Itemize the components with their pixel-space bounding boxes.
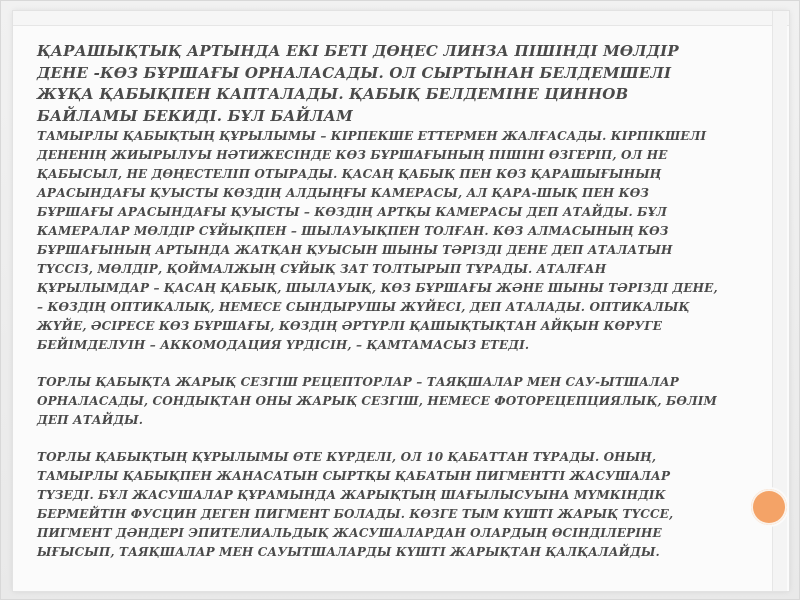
slide-top-border (13, 11, 789, 26)
paragraph-gap (37, 430, 719, 448)
body-paragraph-3: ТОРЛЫ ҚАБЫҚТЫҢ ҚҰРЫЛЫМЫ ӨТЕ КҮРДЕЛІ, ОЛ 10 ҚАБАТТАН ТҰРАДЫ. ОНЫҢ, ТАМЫРЛЫ ҚАБЫҚПЕН ЖАНАСАТЫН СЫРТҚЫ ҚАБАТЫН ПИГМЕНТТІ ЖАСУШАЛАР ТҮЗЕДІ. БҰЛ ЖАСУШАЛАР ҚҰРАМЫНДА ЖАРЫҚТЫҢ ШАҒЫЛЫСУЫНА МҮМКІНДІК БЕРМЕЙТІН ФУСЦИН ДЕГЕН ПИГМЕНТ БОЛАДЫ. КӨЗГЕ ТЫМ КҮШТІ ЖАРЫҚ ТҮССЕ, ПИГМЕНТ ДӘНДЕРІ ЭПИТЕЛИАЛЬДЫҚ ЖАСУШАЛАРДАН ОЛАРДЫҢ ӨСІНДІЛЕРІНЕ ЫҒЫСЫП, ТАЯҚШАЛАР МЕН САУЫТШАЛАРДЫ КҮШТІ ЖАРЫҚТАН ҚАЛҚАЛАЙДЫ. (37, 450, 674, 559)
orange-circle-decoration (751, 489, 787, 525)
lead-paragraph: ҚАРАШЫҚТЫҚ АРТЫНДА ЕКІ БЕТІ ДӨҢЕС ЛИНЗА ПІШІНДІ МӨЛДІР ДЕНЕ -КӨЗ БҰРШАҒЫ ОРНАЛАСАДЫ. ОЛ СЫРТЫНАН БЕЛДЕМШЕЛІ ЖҰҚА ҚАБЫҚПЕН КАПТАЛАДЫ. ҚАБЫҚ БЕЛДЕМІНЕ ЦИННОВ БАЙЛАМЫ БЕКИДІ. БҰЛ БАЙЛАМ (37, 42, 679, 125)
body-paragraph-1: ТАМЫРЛЫ ҚАБЫҚТЫҢ ҚҰРЫЛЫМЫ – КІРПЕКШЕ ЕТТЕРМЕН ЖАЛҒАСАДЫ. КІРПІКШЕЛІ ДЕНЕНІҢ ЖИЫРЫЛУЫ НӘТИЖЕСІНДЕ КӨЗ БҰРШАҒЫНЫҢ ПІШІНІ ӨЗГЕРІП, ОЛ НЕ ҚАБЫСЫЛ, НЕ ДӨҢЕСТЕЛІП ОТЫРАДЫ. ҚАСАҢ ҚАБЫҚ ПЕН КӨЗ ҚАРАШЫҒЫНЫҢ АРАСЫНДАҒЫ ҚУЫСТЫ КӨЗДІҢ АЛДЫҢҒЫ КАМЕРАСЫ, АЛ ҚАРА-ШЫҚ ПЕН КӨЗ БҰРШАҒЫ АРАСЫНДАҒЫ ҚУЫСТЫ – КӨЗДІҢ АРТҚЫ КАМЕРАСЫ ДЕП АТАЙДЫ. БҰЛ КАМЕРАЛАР МӨЛДІР СҰЙЫҚПЕН – ШЫЛАУЫҚПЕН ТОЛҒАН. КӨЗ АЛМАСЫНЫҢ КӨЗ БҰРШАҒЫНЫҢ АРТЫНДА ЖАТҚАН ҚУЫСЫН ШЫНЫ ТӘРІЗДІ ДЕНЕ ДЕП АТАЛАТЫН ТҮССІЗ, МӨЛДІР, ҚОЙМАЛЖЫҢ СҰЙЫҚ ЗАТ ТОЛТЫРЫП ТҰРАДЫ. АТАЛҒАН ҚҰРЫЛЫМДАР – ҚАСАҢ ҚАБЫҚ, ШЫЛАУЫҚ, КӨЗ БҰРШАҒЫ ЖӘНЕ ШЫНЫ ТӘРІЗДІ ДЕНЕ, – КӨЗДІҢ ОПТИКАЛЫҚ, НЕМЕСЕ СЫНДЫРУШЫ ЖҮЙЕСІ, ДЕП АТАЛАДЫ. ОПТИКАЛЫҚ ЖҮЙЕ, ӘСІРЕСЕ КӨЗ БҰРШАҒЫ, КӨЗДІҢ ӘРТҮРЛІ ҚАШЫҚТЫҚТАН АЙҚЫН КӨРУГЕ БЕЙІМДЕЛУІН – АККОМОДАЦИЯ ҮРДІСІН, – ҚАМТАМАСЫЗ ЕТЕДІ. (37, 129, 718, 352)
slide-text-content (37, 41, 719, 562)
paragraph-gap (37, 355, 719, 373)
body-paragraph-2: ТОРЛЫ ҚАБЫҚТА ЖАРЫҚ СЕЗГІШ РЕЦЕПТОРЛАР – ТАЯҚШАЛАР МЕН САУ-ЫТШАЛАР ОРНАЛАСАДЫ, СОНДЫҚТАН ОНЫ ЖАРЫҚ СЕЗГІШ, НЕМЕСЕ ФОТОРЕЦЕПЦИЯЛЫҚ, БӨЛІМ ДЕП АТАЙДЫ. (37, 375, 717, 427)
